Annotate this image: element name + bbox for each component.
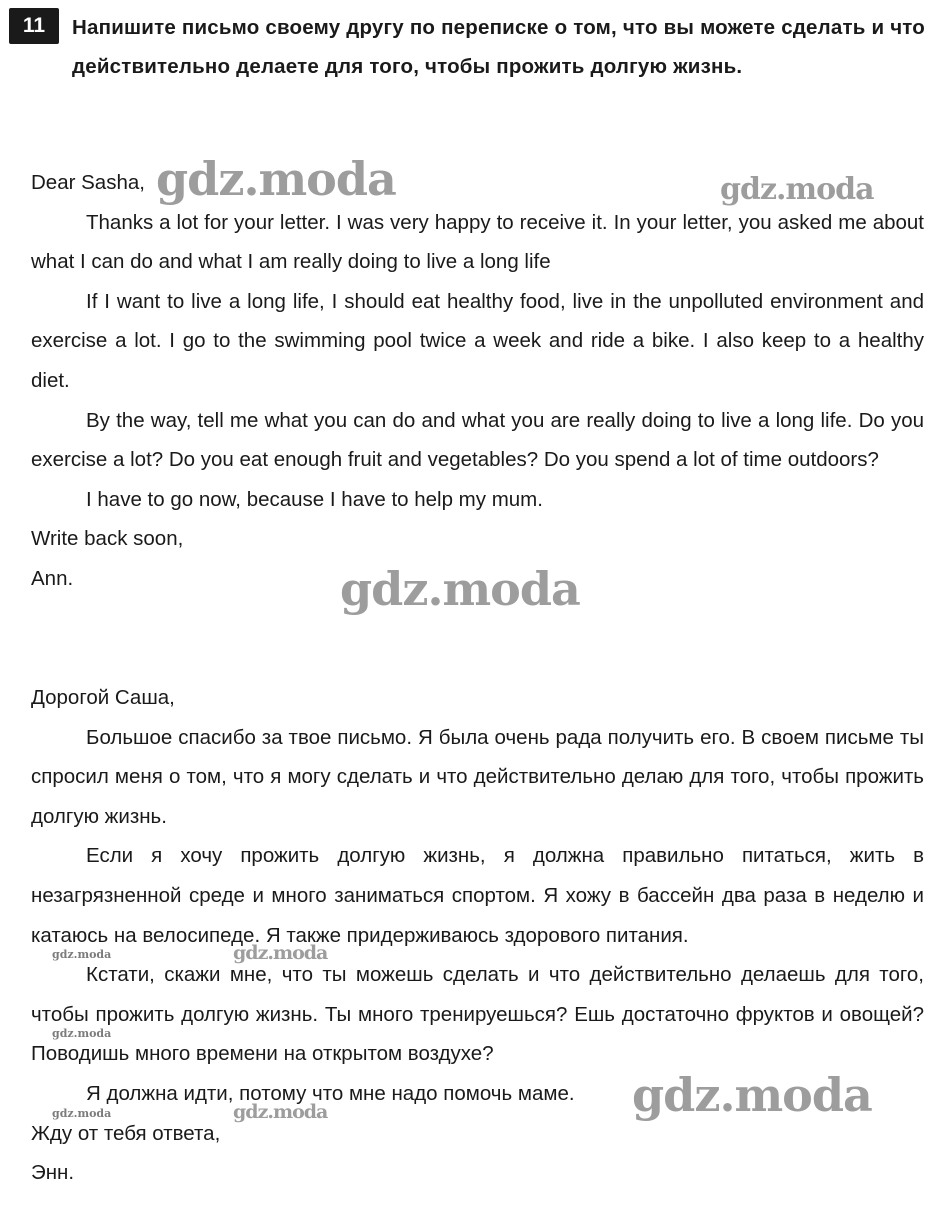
letter-paragraph: If I want to live a long life, I should eat healthy food, live in the unpolluted environment and exercise a lot. I go to the swimming pool twice a week and ride a bike. I also keep to a healthy diet. — [31, 289, 924, 392]
letter-paragraph: Я должна идти, потому что мне надо помочь маме. — [86, 1081, 575, 1105]
letter-paragraph: By the way, tell me what you can do and what you are really doing to live a long life. Do you exercise a lot? Do you eat enough fruit and vegetables? Do you spend a lot of time outdoors? — [31, 408, 924, 472]
letter-paragraph: Большое спасибо за твое письмо. Я была очень рада получить его. В своем письме ты спросил меня о том, что я могу сделать и что действительно делаю для того, чтобы прожить долгую жизнь. — [31, 725, 924, 828]
watermark: gdz.moda — [52, 1027, 112, 1040]
watermark: gdz.moda — [52, 948, 112, 961]
letter-paragraph: Thanks a lot for your letter. I was very happy to receive it. In your letter, you asked me about what I can do and what I am really doing to live a long life — [31, 210, 924, 274]
watermark: gdz.moda — [632, 1068, 872, 1122]
watermark: gdz.moda — [52, 1107, 112, 1120]
task-number-badge: 11 — [9, 8, 59, 44]
letter-english — [31, 163, 924, 599]
letter-paragraph: Кстати, скажи мне, что ты можешь сделать и что действительно делаешь для того, чтобы прожить долгую жизнь. Ты много тренируешься? Ешь достаточно фруктов и овощей? Поводишь много времени на открытом воздухе? — [31, 963, 924, 1066]
letter-greeting: Дорогой Саша, — [31, 686, 175, 709]
watermark: gdz.moda — [233, 942, 328, 964]
watermark: gdz.moda — [233, 1101, 328, 1123]
letter-paragraph: I have to go now, because I have to help my mum. — [86, 487, 543, 511]
watermark: gdz.moda — [720, 172, 874, 207]
letter-signature: Ann. — [31, 566, 74, 590]
task-instruction: Напишите письмо своему другу по переписке о том, что вы можете сделать и что действительно делаете для того, чтобы прожить долгую жизнь. — [72, 16, 925, 78]
watermark: gdz.moda — [340, 562, 580, 616]
letter-signature: Энн. — [31, 1161, 75, 1185]
letter-closing: Write back soon, — [31, 527, 184, 551]
watermark: gdz.moda — [156, 152, 396, 206]
letter-greeting: Dear Sasha, — [31, 171, 145, 194]
letter-closing: Жду от тебя ответа, — [31, 1121, 221, 1145]
letter-paragraph: Если я хочу прожить долгую жизнь, я должна правильно питаться, жить в незагрязненной среде и много заниматься спортом. Я хожу в бассейн два раза в неделю и катаюсь на велосипеде. Я также придерживаюсь здорового питания. — [31, 844, 924, 947]
letter-russian — [31, 678, 924, 1193]
